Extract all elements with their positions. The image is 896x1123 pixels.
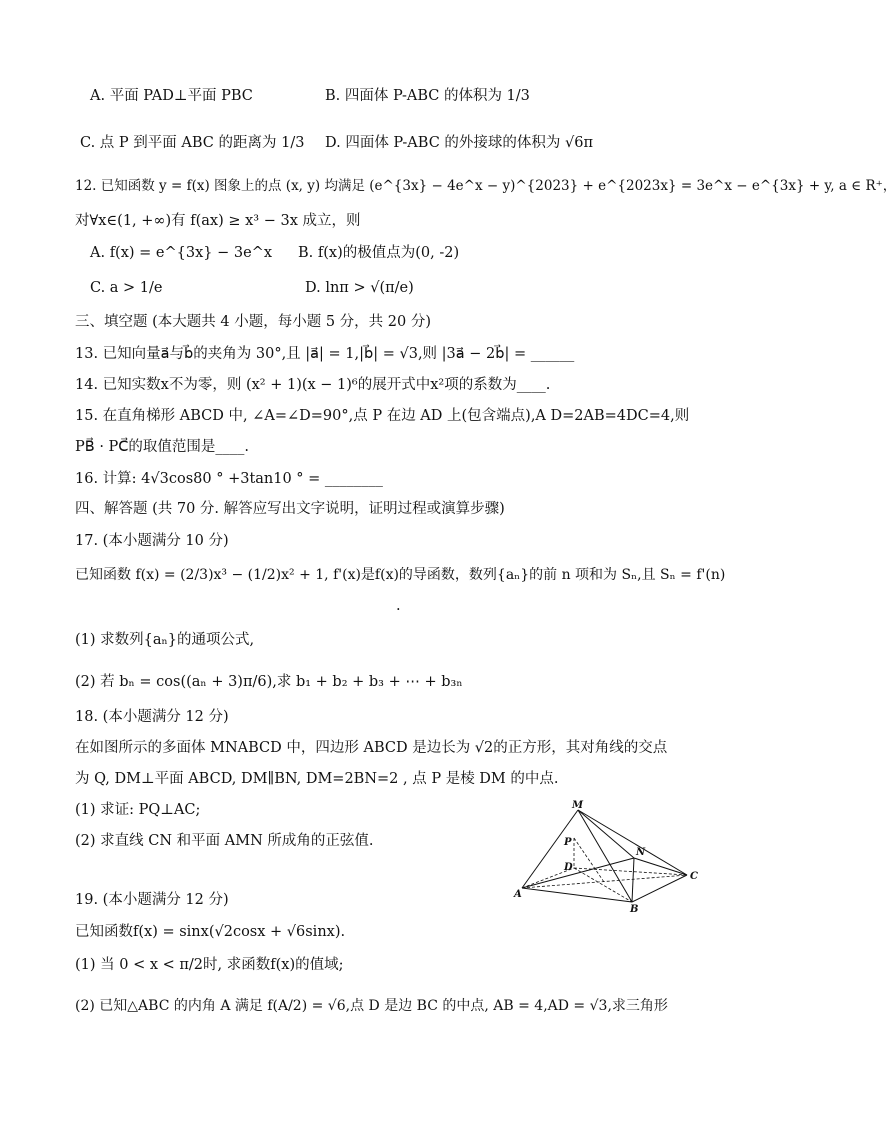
question-19-header: 19. (本小题满分 12 分) — [75, 892, 229, 908]
question-17-dot: . — [396, 598, 401, 614]
option-a-11: A. 平面 PAD⊥平面 PBC — [90, 88, 253, 104]
option-b-11: B. 四面体 P-ABC 的体积为 1/3 — [325, 88, 530, 104]
question-14: 14. 已知实数x不为零，则 (x² + 1)(x − 1)⁶的展开式中x²项的系数为____. — [75, 377, 551, 393]
question-15-2: PB⃗ · PC⃗的取值范围是____. — [75, 439, 250, 455]
question-19-stem: 已知函数f(x) = sinx(√2cosx + √6sinx). — [75, 924, 346, 940]
section-3-heading: 三、填空题 (本大题共 4 小题，每小题 5 分，共 20 分) — [75, 314, 431, 330]
option-d-12: D. lnπ > √(π/e) — [305, 280, 414, 296]
option-a-12: A. f(x) = e^{3x} − 3e^x — [90, 245, 273, 261]
question-19-part2: (2) 已知△ABC 的内角 A 满足 f(A/2) = √6,点 D 是边 BC 的中点, AB = 4,AD = √3,求三角形 — [75, 998, 668, 1014]
question-18-stem: 在如图所示的多面体 MNABCD 中，四边形 ABCD 是边长为 √2的正方形，其对角线的交点 — [75, 740, 668, 756]
question-19-part1: (1) 当 0 < x < π/2时, 求函数f(x)的值域; — [75, 957, 344, 973]
label-n: N — [636, 847, 646, 858]
label-b: B — [630, 904, 639, 915]
option-d-11: D. 四面体 P-ABC 的外接球的体积为 √6π — [325, 135, 594, 151]
option-c-12: C. a > 1/e — [90, 280, 163, 296]
question-18-stem-2: 为 Q, DM⊥平面 ABCD, DM∥BN, DM=2BN=2 , 点 P 是棱 DM 的中点. — [75, 771, 559, 787]
question-12-stem: 12. 已知函数 y = f(x) 图象上的点 (x, y) 均满足 (e^{3x} − 4e^x − y)^{2023} + e^{2023x} = 3e^x − e^{3x} + y, a ∈ R⁺， — [75, 178, 896, 194]
question-17-part1: (1) 求数列{aₙ}的通项公式, — [75, 632, 255, 648]
label-d: D — [564, 862, 573, 873]
question-18-header: 18. (本小题满分 12 分) — [75, 709, 229, 725]
polyhedron-figure — [512, 798, 712, 913]
label-p: P — [564, 837, 572, 848]
question-17-part2: (2) 若 bₙ = cos((aₙ + 3)π/6),求 b₁ + b₂ + b₃ + ⋯ + b₃ₙ — [75, 674, 463, 690]
question-17-stem: 已知函数 f(x) = (2/3)x³ − (1/2)x² + 1, f'(x)是f(x)的导函数，数列{aₙ}的前 n 项和为 Sₙ,且 Sₙ = f'(n) — [75, 567, 726, 583]
label-c: C — [690, 871, 698, 882]
question-12-stem-2: 对∀x∈(1, +∞)有 f(ax) ≥ x³ − 3x 成立，则 — [75, 213, 361, 229]
question-15: 15. 在直角梯形 ABCD 中, ∠A=∠D=90°,点 P 在边 AD 上(包含端点),A D=2AB=4DC=4,则 — [75, 408, 690, 424]
question-13: 13. 已知向量a⃗与b⃗的夹角为 30°,且 |a⃗| = 1,|b⃗| = √3,则 |3a⃗ − 2b⃗| = ______ — [75, 346, 575, 362]
label-a: A — [514, 889, 522, 900]
question-16: 16. 计算: 4√3cos80 ° +3tan10 ° = ________ — [75, 471, 383, 487]
option-b-12: B. f(x)的极值点为(0, -2) — [298, 245, 460, 261]
section-4-heading: 四、解答题 (共 70 分. 解答应写出文字说明，证明过程或演算步骤) — [75, 501, 505, 517]
question-18-part2: (2) 求直线 CN 和平面 AMN 所成角的正弦值. — [75, 833, 374, 849]
question-17-header: 17. (本小题满分 10 分) — [75, 533, 229, 549]
question-18-part1: (1) 求证: PQ⊥AC; — [75, 802, 201, 818]
label-m: M — [572, 800, 584, 811]
option-c-11: C. 点 P 到平面 ABC 的距离为 1/3 — [80, 135, 305, 151]
